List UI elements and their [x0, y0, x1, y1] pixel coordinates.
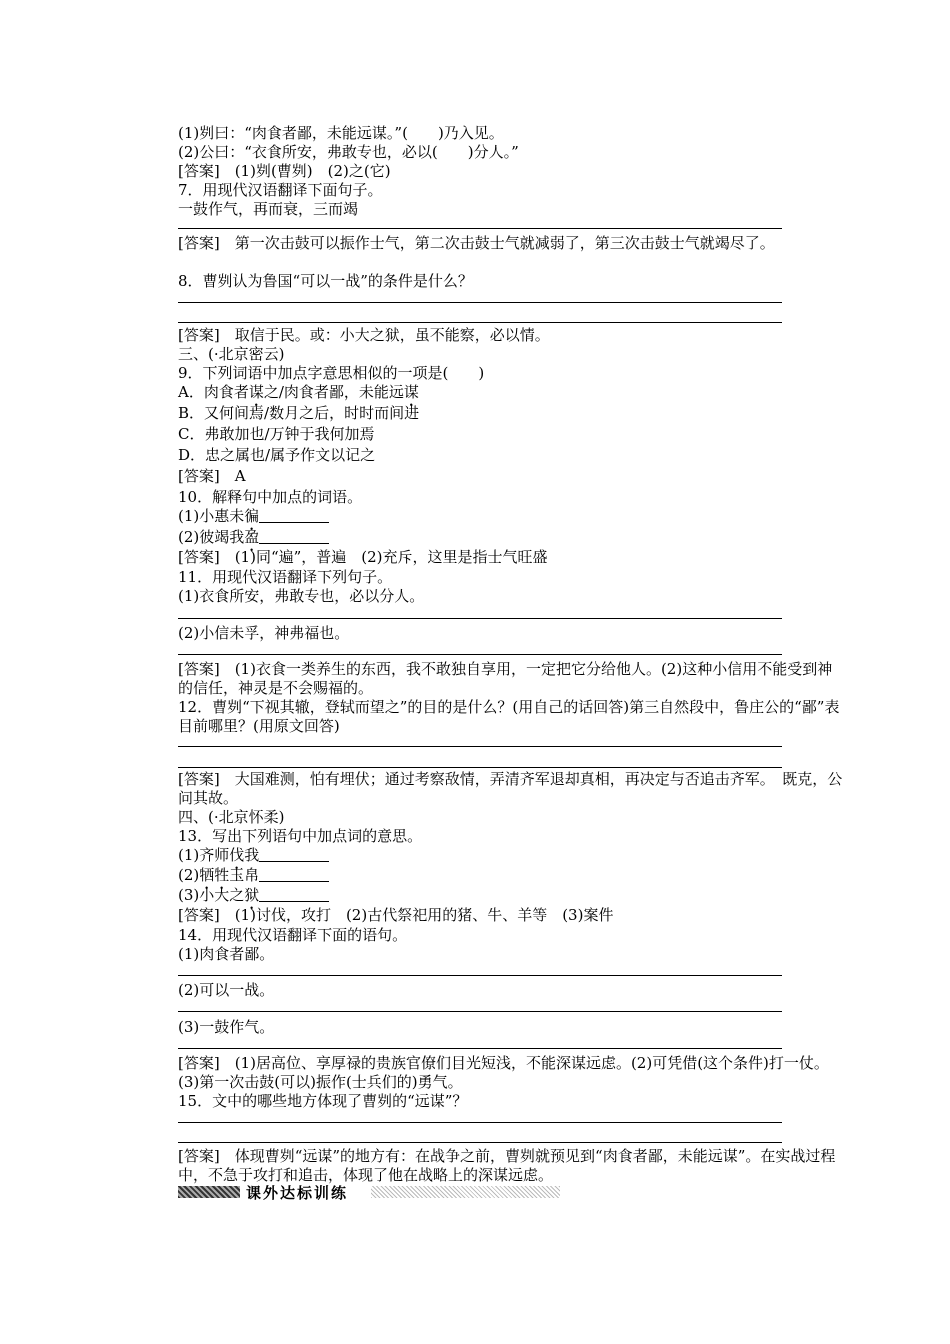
- answer-line: [178, 228, 782, 229]
- answer-line: [178, 1142, 782, 1143]
- question-15: 15．文中的哪些地方体现了曹刿的“远谋”？: [178, 1092, 468, 1110]
- option-b: B．又何间焉/数月之后，时时而间进: [178, 404, 420, 422]
- question-10: 10．解释句中加点的词语。: [178, 488, 363, 506]
- section-heading-3: 三、(·北京密云): [178, 345, 285, 363]
- dotted-word: 谋: [248, 383, 264, 401]
- option-c: C．弗敢加也/万钟于我何加焉: [178, 425, 375, 443]
- answer-12: [答案] 大国难测，怕有埋伏；通过考察敌情，弄清齐军退却真相，再决定与否追击齐军。 既克，公问其故。: [178, 770, 843, 807]
- question-7-sentence: 一鼓作气，再而衰，三而竭: [178, 200, 359, 218]
- question-8: 8．曹刿认为鲁国“可以一战”的条件是什么？: [178, 272, 473, 290]
- item-text: (3)小大之: [178, 886, 245, 904]
- dotted-word: 牺牲: [199, 866, 230, 884]
- question-14: 14．用现代汉语翻译下面的语句。: [178, 926, 408, 944]
- fill-blank: [259, 867, 329, 882]
- answer-line: [178, 302, 782, 303]
- answer-line: [178, 1122, 782, 1123]
- answer-line: [178, 1011, 782, 1012]
- answer-line: [178, 975, 782, 976]
- item-text: 玉帛: [229, 866, 260, 884]
- question-13: 13．写出下列语句中加点词的意思。: [178, 827, 423, 845]
- dotted-word: 徧: [244, 507, 260, 525]
- answer-line: [178, 767, 782, 768]
- question-12: 12．曹刿“下视其辙，登轼而望之”的目的是什么？(用自己的话回答)第三自然段中，鲁庄公的“鄙”表目前哪里？(用原文回答): [178, 698, 840, 735]
- option-a-mid: 之/肉食者鄙，未能远: [263, 383, 404, 401]
- question-14-sentence-3: (3)一鼓作气。: [178, 1018, 275, 1036]
- item-text: 我: [244, 846, 260, 864]
- dotted-word: 狱: [244, 886, 260, 904]
- question-14-sentence-1: (1)肉食者鄙。: [178, 945, 275, 963]
- text-line: (2)公曰：“衣食所安，弗敢专也，必以( )分人。”: [178, 143, 519, 161]
- banner-title: 课外达标训练: [246, 1184, 349, 1202]
- text-line: (1)刿曰：“肉食者鄙，未能远谋。”( )乃入见。: [178, 124, 504, 142]
- question-11-sentence-2: (2)小信未孚，神弗福也。: [178, 624, 350, 642]
- question-9: 9．下列词语中加点字意思相似的一项是( ): [178, 364, 485, 382]
- answer-line: [178, 322, 782, 323]
- item-text: (2)彼竭我: [178, 528, 245, 546]
- dotted-word: 伐: [229, 846, 245, 864]
- item-text: (2): [178, 866, 200, 884]
- item-text: (1)小惠未: [178, 507, 245, 525]
- option-a-pre: A．肉食者: [178, 383, 249, 401]
- dotted-word: 盈: [244, 528, 260, 546]
- answer-13: [答案] (1)讨伐，攻打 (2)古代祭祀用的猪、牛、羊等 (3)案件: [178, 906, 614, 924]
- question-11-sentence-1: (1)衣食所安，弗敢专也，必以分人。: [178, 587, 425, 605]
- answer-7: [答案] 第一次击鼓可以振作士气，第二次击鼓士气就减弱了，第三次击鼓士气就竭尽了。: [178, 234, 775, 252]
- answer-10: [答案] (1)同“遍”，普遍 (2)充斥，这里是指士气旺盛: [178, 548, 548, 566]
- answer-14: [答案] (1)居高位、享厚禄的贵族官僚们目光短浅，不能深谋远虑。(2)可凭借(这个条件)打一仗。(3)第一次击鼓(可以)振作(士兵们的)勇气。: [178, 1054, 829, 1091]
- answer-8: [答案] 取信于民。或：小大之狱，虽不能察，必以情。: [178, 326, 550, 344]
- answer-line: [178, 654, 782, 655]
- question-7: 7．用现代汉语翻译下面句子。: [178, 181, 383, 199]
- section-heading-4: 四、(·北京怀柔): [178, 808, 285, 826]
- fill-blank: [259, 529, 329, 544]
- dotted-word: 谋: [403, 383, 419, 401]
- answer-line: [178, 618, 782, 619]
- question-11: 11．用现代汉语翻译下列句子。: [178, 568, 393, 586]
- answer-line: [178, 746, 782, 747]
- item-text: (1)齐师: [178, 846, 230, 864]
- fill-blank: [259, 847, 329, 862]
- answer-9: [答案] A: [178, 467, 246, 485]
- answer-6: [答案] (1)刿(曹刿) (2)之(它): [178, 162, 391, 180]
- answer-line: [178, 1048, 782, 1049]
- answer-11: [答案] (1)衣食一类养生的东西，我不敢独自享用，一定把它分给他人。(2)这种小信用不能受到神的信任，神灵是不会赐福的。: [178, 660, 833, 697]
- banner-pattern-left: [178, 1186, 240, 1198]
- answer-15: [答案] 体现曹刿“远谋”的地方有：在战争之前，曹刿就预见到“肉食者鄙，未能远谋”。在实战过程中，不急于攻打和追击，体现了他在战略上的深谋远虑。: [178, 1147, 836, 1184]
- banner-pattern-right: [371, 1186, 560, 1198]
- section-banner: [178, 1184, 560, 1200]
- question-14-sentence-2: (2)可以一战。: [178, 981, 275, 999]
- fill-blank: [259, 887, 329, 902]
- option-d: D．忠之属也/属予作文以记之: [178, 446, 376, 464]
- fill-blank: [259, 508, 329, 523]
